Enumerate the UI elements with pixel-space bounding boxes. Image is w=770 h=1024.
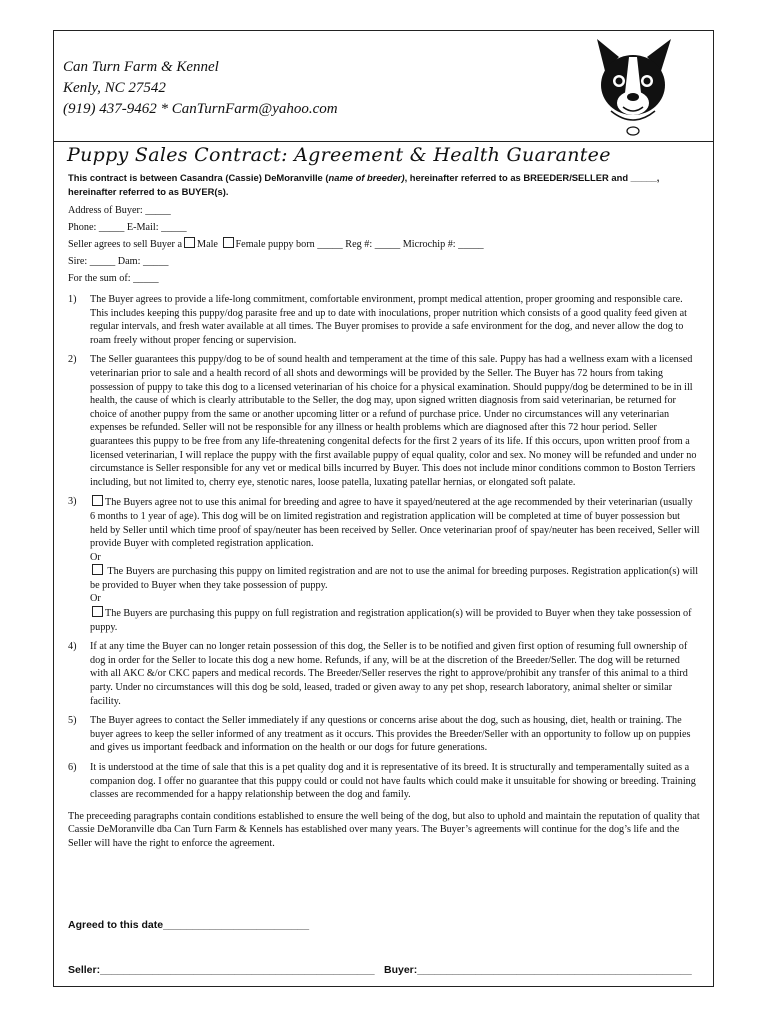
clause-text: The Buyer agrees to contact the Seller immediately if any questions or concerns arise about the dog, such as housing, diet, health or training. The buyer agrees to keep the seller informed of any treatment as it occurs. This provides the Breeder/Seller with an opportunity to follow up on puppies and gives us important feedback and information on the health or our dogs for future generations. <box>90 715 691 754</box>
full-registration-checkbox[interactable] <box>92 606 103 617</box>
clause-number: 4) <box>68 641 77 653</box>
option-spay-neuter: The Buyers agree not to use this animal for breeding and agree to have it spayed/neutered at the age recommended by their veterinarian (usually 6 months to 1 year of age). This dog will be on limited registration and registration application will be completed at time of buyer possession but held by Seller until which time proof of spay/neuter has been received by Seller. Once veterinarian proof of spay/neuter has been received, Seller will provide Buyer with completed registration application. <box>90 497 700 550</box>
contract-frame <box>53 30 714 987</box>
header <box>54 31 713 142</box>
seller-signature-line[interactable]: Seller:_______________________________________________ <box>68 964 375 976</box>
female-label: Female puppy born _____ Reg #: _____ Microchip #: _____ <box>235 239 484 250</box>
intro-paragraph <box>68 171 700 199</box>
business-name: Can Turn Farm & Kennel <box>63 59 219 75</box>
or-label: Or <box>90 551 101 563</box>
intro-text: This contract is between Casandra (Cassie) DeMoranville ( <box>68 172 329 183</box>
boston-terrier-logo <box>583 33 683 139</box>
option-limited-registration: The Buyers are purchasing this puppy on limited registration and are not to use the animal for breeding purposes. Registration application(s) will be provided to Buyer when they take possession of puppy. <box>90 566 699 591</box>
clause-number: 6) <box>68 762 77 773</box>
clause-number: 2) <box>68 354 77 366</box>
agreed-date-line[interactable]: Agreed to this date_________________________ <box>68 919 310 931</box>
buyer-address-field[interactable]: Address of Buyer: _____ <box>68 205 171 216</box>
buyer-signature-line[interactable]: Buyer:_______________________________________________ <box>384 964 692 976</box>
female-checkbox[interactable] <box>223 237 234 248</box>
sale-label: Seller agrees to sell Buyer a <box>68 239 183 250</box>
business-address: Kenly, NC 27542 <box>63 80 166 96</box>
clause-5 <box>68 714 700 755</box>
clause-text: The Seller guarantees this puppy/dog to be of sound health and temperament at the time of this sale. Puppy has had a wellness exam with a licensed veterinarian prior to sale and a health record of all shots and dewormings will be provided by the Seller. The Buyer has 72 hours from taking possession of puppy to take this dog to a licensed veterinarian of his choice for a physical examination. Should puppy/dog be determined to be in ill health, the cause of which is clearly attributable to the Seller, the dog may, upon signed written diagnosis from said veterinarian, be returned for choice of another puppy from the same or another upcoming litter or a refund of purchase price. Under no circumstances will any veterinarian expenses be refunded. Seller will not be responsible for any illness or health problems which are diagnosed after this 72 hour period. Seller guarantees this puppy to be free from any life-threatening congenital defects for the first 2 years of its life. If this occurs, upon written proof from a licensed veterinarian, I will replace the puppy with the first available puppy of equal quality, color and sex. No money will be refunded and under no circumstance is Seller responsible for any vet or medical bills incurred by Buyer. This does not include minor conditions common to Boston Terriers including, but not limited to, cherry eye, stenotic nares, loose patella, luxating patellar hernias, or elongated soft palate. <box>90 354 697 488</box>
clause-2 <box>68 353 700 489</box>
contract-title: Puppy Sales Contract: Agreement & Health Guarantee <box>67 144 611 166</box>
option-full-registration: The Buyers are purchasing this puppy on full registration and registration application(s) will be provided to Buyer when they take possession of puppy. <box>90 608 692 633</box>
clause-number: 1) <box>68 294 77 305</box>
intro-text-end: , hereinafter referred to as BREEDER/SELLER and _____, hereinafter referred to as BUYER(s). <box>68 172 660 197</box>
intro-italic: name of breeder) <box>328 172 405 183</box>
puppy-sale-field <box>68 236 700 253</box>
clause-text: The Buyer agrees to provide a life-long commitment, comfortable environment, prompt medical attention, proper grooming and responsible care. This includes keeping this puppy/dog parasite free and up to date with inoculations, proper nutrition which consists of a good quality feed given at regular intervals, and fresh water available at all times. The Buyer promises to provide a safe environment for the dog, and never allow the dog to roam freely without proper fencing or supervision. <box>90 294 687 346</box>
clause-number: 3) <box>68 496 77 508</box>
buyer-phone-email-field[interactable]: Phone: _____ E-Mail: _____ <box>68 222 187 233</box>
or-label: Or <box>90 593 101 605</box>
business-contact: (919) 437-9462 * CanTurnFarm@yahoo.com <box>63 101 338 117</box>
clause-text: It is understood at the time of sale that this is a pet quality dog and it is representative of its breed. It is structurally and temperamentally suited as a companion dog. I offer no guarantee that this puppy could or could not have faults which could make it unsuitable for showing or breeding. Training classes are recommended for a happy relationship between the dog and family. <box>90 762 696 801</box>
clause-text <box>90 495 700 634</box>
closing-paragraph: The preceeding paragraphs contain conditions established to ensure the well being of the dog, but also to uphold and maintain the reputation of quality that Cassie DeMoranville dba Can Turn Farm & Kennels has established over many years. The Buyer’s agreements will continue for the dog’s life and the Seller will have the right to enforce the agreement. <box>68 810 700 849</box>
contract-body <box>68 171 700 851</box>
limited-registration-checkbox[interactable] <box>92 564 103 575</box>
male-checkbox[interactable] <box>184 237 195 248</box>
sum-field[interactable]: For the sum of: _____ <box>68 273 159 284</box>
clause-6 <box>68 761 700 802</box>
sire-dam-field[interactable]: Sire: _____ Dam: _____ <box>68 256 169 267</box>
spay-neuter-checkbox[interactable] <box>92 495 103 506</box>
clause-3 <box>68 495 700 634</box>
clause-text: If at any time the Buyer can no longer retain possession of this dog, the Seller is to be notified and given first option of resuming full ownership of dog in order for the Seller to locate this dog a new home. Refunds, if any, will be at the discretion of the Breeder/Seller. The dog will be returned with all AKC &/or CKC papers and medical records. The Breeder/Seller reserves the right to approve/prohibit any transfer of this animal to a third party. Under no circumstances will this dog be sold, leased, traded or given away to any pet shop, research laboratory, animal shelter or similar facility. <box>90 641 688 707</box>
clause-1 <box>68 293 700 347</box>
male-label: Male <box>197 239 218 250</box>
clause-4 <box>68 640 700 708</box>
clause-number: 5) <box>68 715 77 727</box>
